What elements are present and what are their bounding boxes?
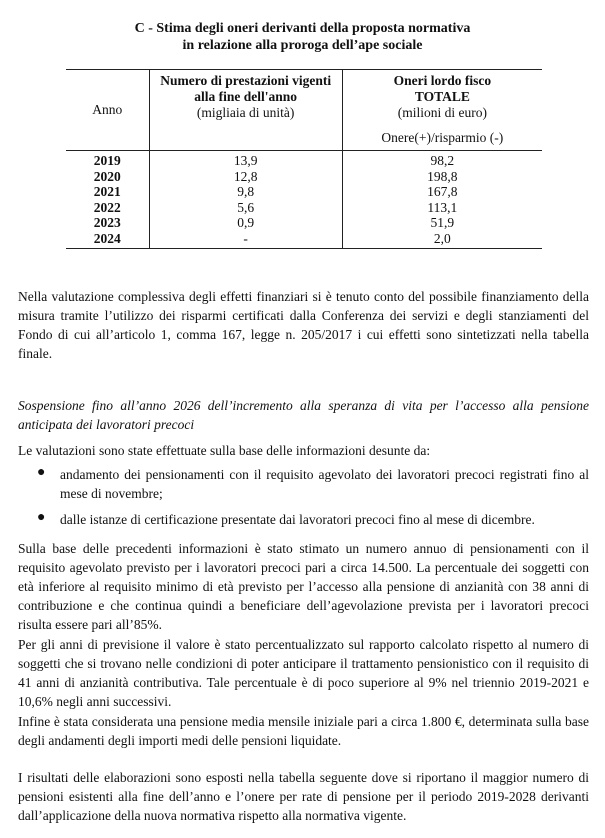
cell-num: 9,8	[149, 184, 342, 200]
table-row	[66, 184, 542, 200]
cell-num: 13,9	[149, 151, 342, 169]
paragraph-previsione: Per gli anni di previsione il valore è stato percentualizzato sul rapporto calcolato rispetto al numero di soggetti che si trovano nelle condizioni di poter anticipare il trattamento pensionistico con il requisito di 41 anni di anzianità contributiva. Tale percentuale è di poco superiore al 9% nel triennio 2019-2021 e 10,6% negli anni successivi.	[18, 637, 589, 709]
bullet-icon: ●	[37, 465, 46, 480]
header-numero-prestazioni	[149, 70, 342, 151]
cell-oneri: 167,8	[342, 184, 542, 200]
header-oneri-line-2: TOTALE	[414, 89, 470, 104]
cell-anno: 2020	[93, 168, 121, 184]
table-row	[66, 231, 542, 249]
paragraph-valutazione: Nella valutazione complessiva degli effetti finanziari si è tenuto conto del possibile finanziamento della misura tramite l’utilizzo dei risparmi certificati dalla Conferenza dei servizi e degli stanziamenti del Fondo di cui all’articolo 1, comma 167, legge n. 205/2017 i cui effetti sono sintetizzati nella tabella finale.	[18, 289, 589, 361]
header-oneri-line-3: (milioni di euro)	[397, 105, 487, 120]
paragraph-valutazioni: Le valutazioni sono state effettuate sulla base delle informazioni desunte da:	[18, 443, 431, 458]
cell-oneri: 198,8	[342, 169, 542, 185]
header-anno: Anno	[66, 70, 149, 151]
paragraph-risultati: I risultati delle elaborazioni sono esposti nella tabella seguente dove si riportano il maggior numero di pensioni esistenti alla fine dell’anno e l’onere per rate di pensione per il periodo 2019-2028 derivanti dall’applicazione della nuova normativa rispetto alla normativa vigente.	[18, 770, 589, 823]
header-oneri-line-1: Oneri lordo fisco	[393, 73, 492, 88]
header-oneri-sub: Onere(+)/risparmio (-)	[342, 130, 542, 151]
table-row	[66, 200, 542, 216]
cell-anno: 2022	[93, 199, 121, 215]
table-row	[66, 215, 542, 231]
cell-num: 0,9	[149, 215, 342, 231]
paragraph-pensione-media: Infine è stata considerata una pensione media mensile iniziale pari a circa 1.800 €, determinata sulla base degli andamenti degli importi medi delle pensioni liquidate.	[18, 714, 589, 748]
header-oneri	[342, 70, 542, 131]
cell-anno: 2024	[66, 231, 149, 249]
oneri-table	[66, 69, 542, 249]
cell-oneri: 2,0	[342, 231, 542, 249]
bullet-item-istanze: dalle istanze di certificazione presentate dai lavoratori precoci fino al mese di dicembre.	[60, 512, 535, 527]
table-header-row	[66, 70, 542, 131]
section-heading-sospensione: Sospensione fino all’anno 2026 dell’incremento alla speranza di vita per l’accesso alla pensione anticipata dei lavoratori precoci	[18, 398, 589, 432]
cell-anno: 2023	[93, 215, 121, 230]
cell-num: -	[149, 231, 342, 249]
cell-num: 5,6	[149, 200, 342, 216]
bullet-icon: ●	[37, 510, 46, 525]
cell-anno: 2021	[93, 184, 121, 199]
table-row	[66, 169, 542, 185]
header-num-line-2: alla fine dell'anno	[194, 89, 298, 104]
table-row	[66, 151, 542, 169]
cell-num: 12,8	[149, 169, 342, 185]
header-num-line-3: (migliaia di unità)	[196, 105, 295, 120]
header-num-line-1: Numero di prestazioni vigenti	[160, 73, 332, 88]
section-title-line-1: C - Stima degli oneri derivanti della proposta normativa	[134, 21, 471, 36]
cell-oneri: 98,2	[342, 151, 542, 169]
section-title-line-2: in relazione alla proroga dell’ape sociale	[182, 38, 423, 53]
bullet-item-pensionamenti: andamento dei pensionamenti con il requisito agevolato dei lavoratori precoci registrati fino al mese di novembre;	[60, 467, 589, 501]
cell-oneri: 51,9	[342, 215, 542, 231]
cell-oneri: 113,1	[342, 200, 542, 216]
paragraph-stima: Sulla base delle precedenti informazioni è stato stimato un numero annuo di pensionamenti con il requisito agevolato previsto per i lavoratori precoci pari a circa 14.500. La percentuale dei soggetti con età inferiore al requisito minimo di età previsto per l’accesso alla pensione di anzianità con 38 anni di contribuzione e che continua quindi a beneficiare dell’agevolazione prevista per i lavoratori precoci risulta essere pari all’85%.	[18, 541, 589, 632]
cell-anno: 2019	[66, 151, 149, 169]
